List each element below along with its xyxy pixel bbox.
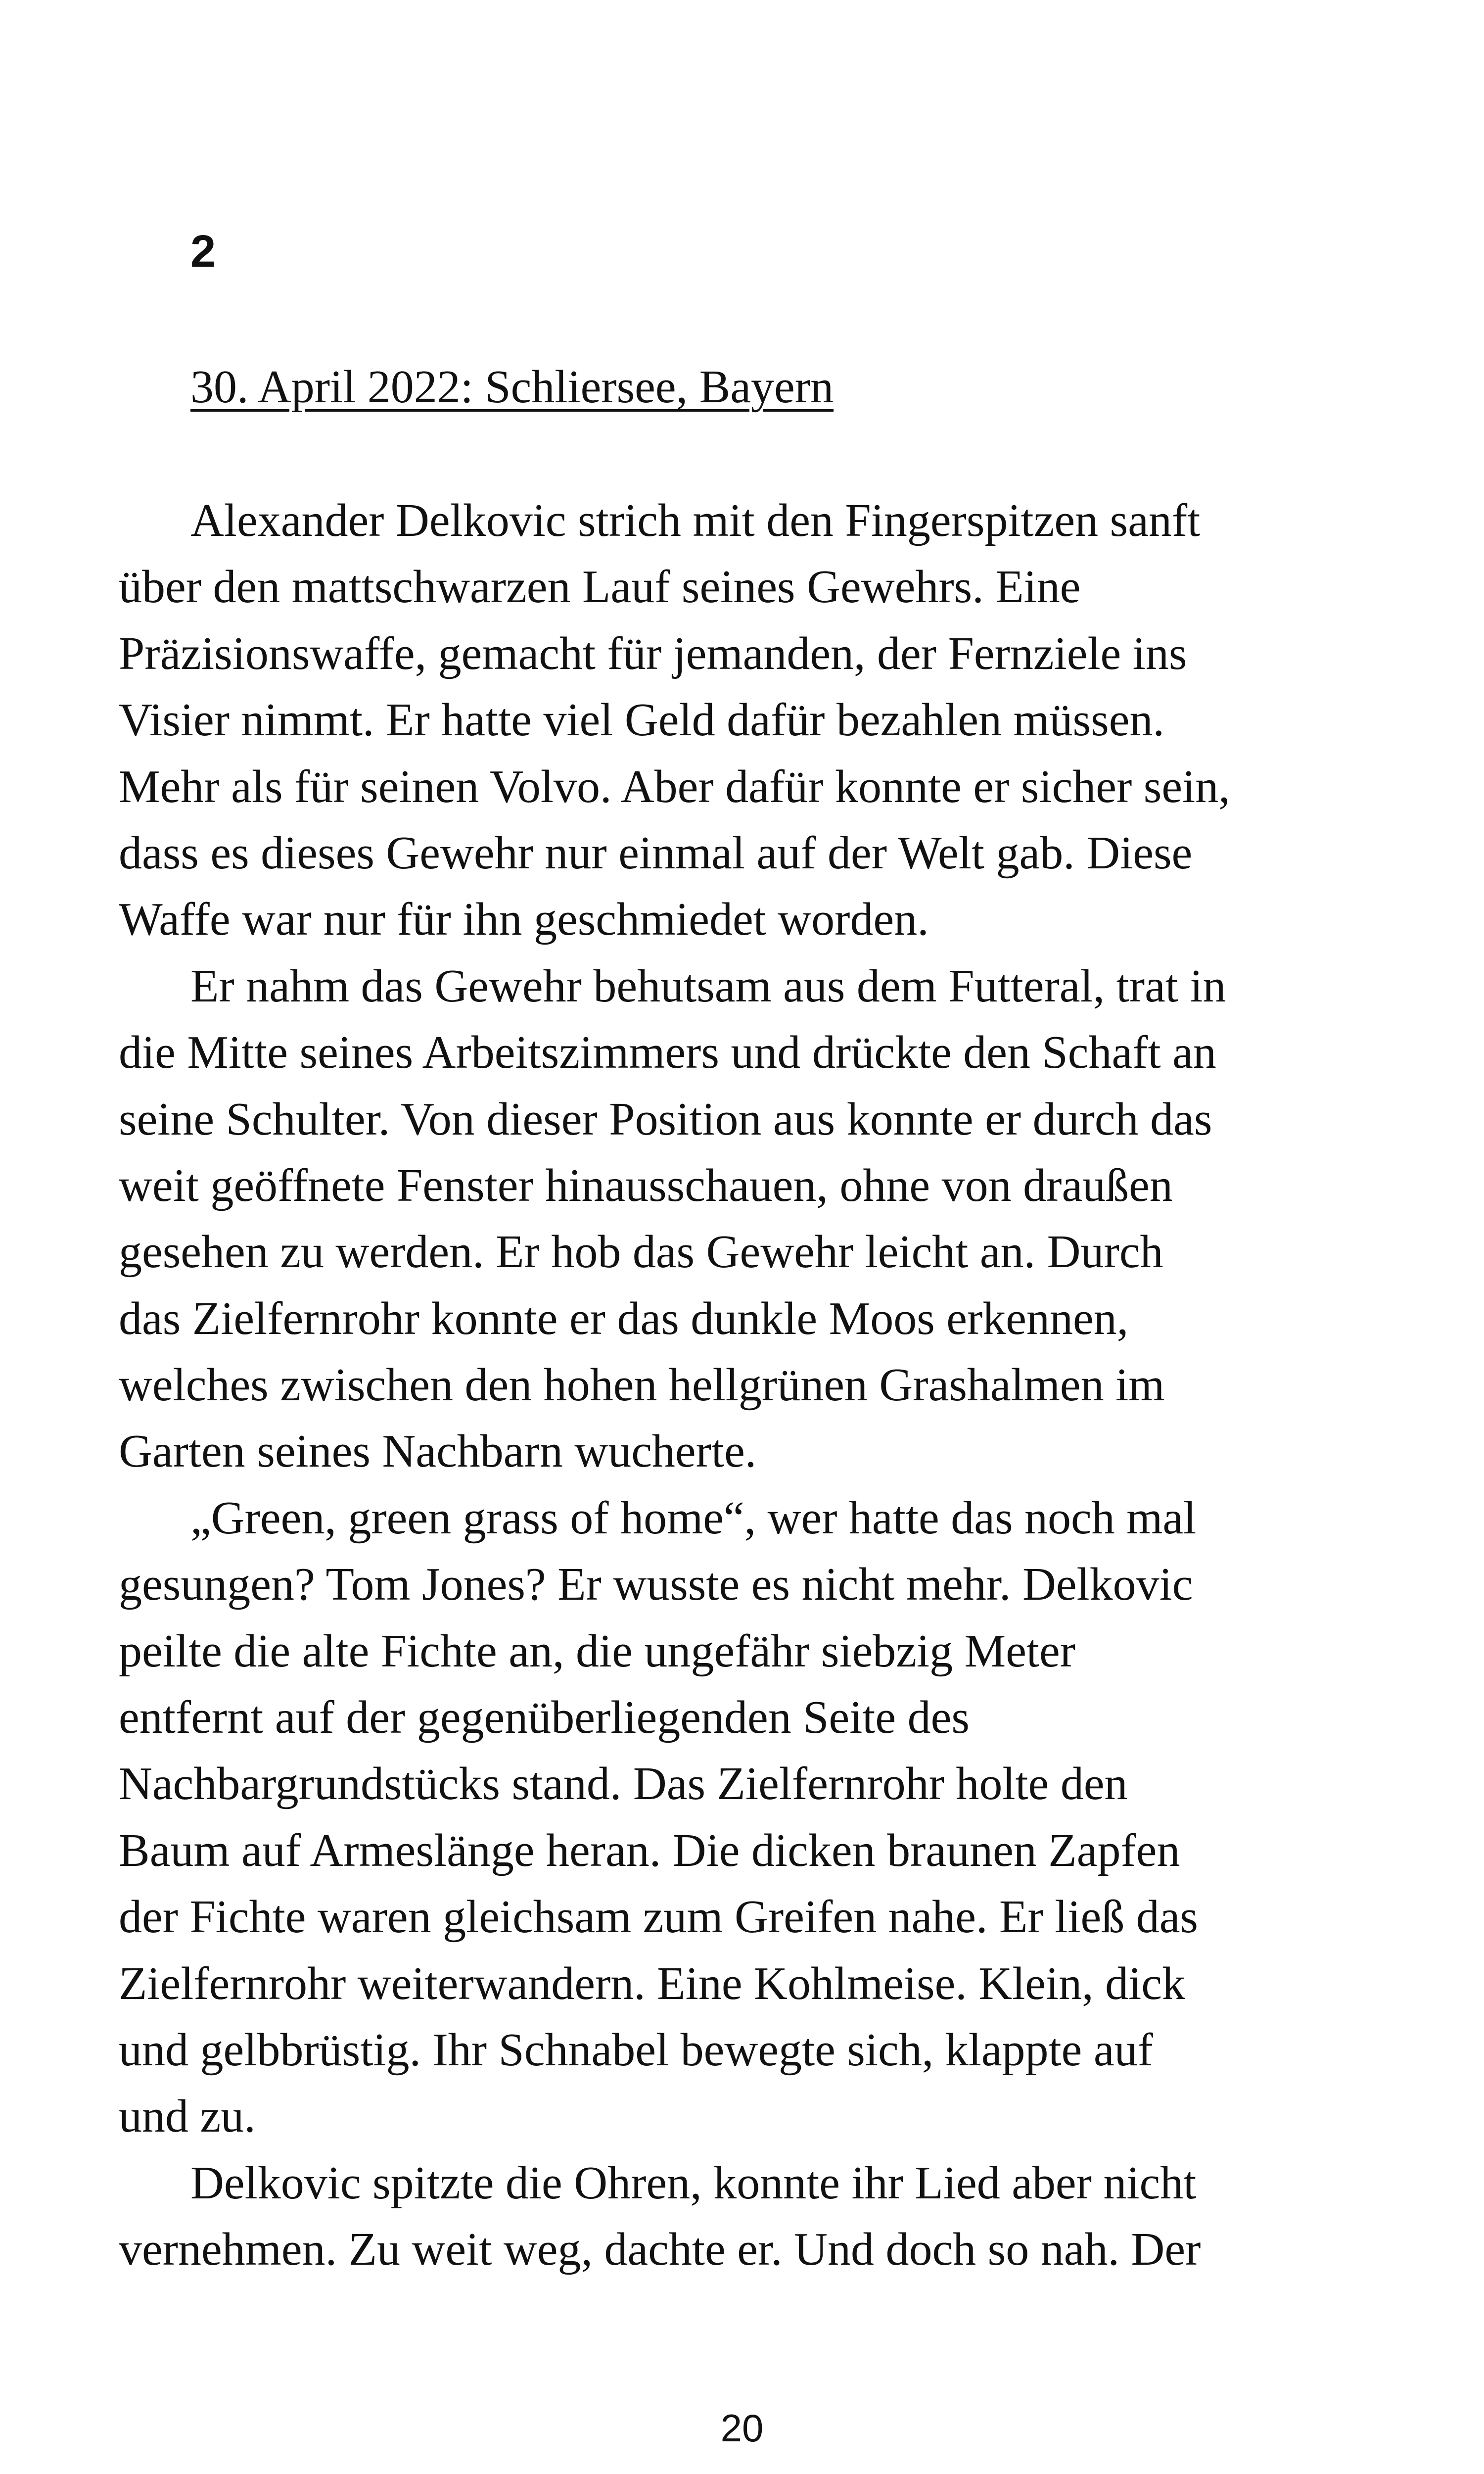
paragraph-1-line-6: dass es dieses Gewehr nur einmal auf der Welt gab. Diese	[119, 827, 1193, 879]
chapter-number: 2	[190, 226, 216, 277]
paragraph-2-line-4: weit geöffnete Fenster hinausschauen, ohne von draußen	[119, 1159, 1173, 1211]
paragraph-1-line-3: Präzisionswaffe, gemacht für jemanden, der Fernziele ins	[119, 627, 1187, 679]
paragraph-3-line-6: Baum auf Armeslänge heran. Die dicken braunen Zapfen	[119, 1824, 1180, 1876]
paragraph-3-line-3: peilte die alte Fichte an, die ungefähr siebzig Meter	[119, 1625, 1076, 1677]
paragraph-3-line-4: entfernt auf der gegenüberliegenden Seite des	[119, 1692, 970, 1744]
paragraph-1-line-2: über den mattschwarzen Lauf seines Gewehrs. Eine	[119, 561, 1081, 613]
paragraph-3-line-10: und zu.	[119, 2091, 256, 2142]
paragraph-2-line-3: seine Schulter. Von dieser Position aus konnte er durch das	[119, 1093, 1212, 1145]
paragraph-3-line-1: „Green, green grass of home“, wer hatte das noch mal	[190, 1492, 1197, 1544]
section-heading: 30. April 2022: Schliersee, Bayern	[190, 361, 834, 413]
paragraph-4-line-1: Delkovic spitzte die Ohren, konnte ihr Lied aber nicht	[190, 2157, 1197, 2209]
paragraph-3-line-5: Nachbargrundstücks stand. Das Zielfernrohr holte den	[119, 1758, 1128, 1810]
paragraph-1-line-1: Alexander Delkovic strich mit den Fingerspitzen sanft	[190, 495, 1201, 546]
paragraph-3-line-2: gesungen? Tom Jones? Er wusste es nicht mehr. Delkovic	[119, 1559, 1193, 1611]
paragraph-3-line-7: der Fichte waren gleichsam zum Greifen nahe. Er ließ das	[119, 1891, 1199, 1943]
page-number: 20	[720, 2406, 764, 2450]
paragraph-2-line-6: das Zielfernrohr konnte er das dunkle Moos erkennen,	[119, 1292, 1129, 1344]
paragraph-2-line-2: die Mitte seines Arbeitszimmers und drückte den Schaft an	[119, 1027, 1216, 1079]
paragraph-2-line-7: welches zwischen den hohen hellgrünen Grashalmen im	[119, 1359, 1165, 1411]
paragraph-1-line-7: Waffe war nur für ihn geschmiedet worden.	[119, 894, 929, 946]
paragraph-3-line-9: und gelbbrüstig. Ihr Schnabel bewegte sich, klappte auf	[119, 2024, 1153, 2076]
paragraph-1-line-5: Mehr als für seinen Volvo. Aber dafür konnte er sicher sein,	[119, 761, 1230, 812]
paragraph-1-line-4: Visier nimmt. Er hatte viel Geld dafür bezahlen müssen.	[119, 694, 1164, 746]
paragraph-4-line-2: vernehmen. Zu weit weg, dachte er. Und doch so nah. Der	[119, 2224, 1201, 2276]
paragraph-2-line-1: Er nahm das Gewehr behutsam aus dem Futteral, trat in	[190, 960, 1226, 1012]
body-text	[119, 487, 1365, 2283]
paragraph-2-line-5: gesehen zu werden. Er hob das Gewehr leicht an. Durch	[119, 1226, 1163, 1278]
paragraph-3-line-8: Zielfernrohr weiterwandern. Eine Kohlmeise. Klein, dick	[119, 1957, 1185, 2009]
paragraph-2-line-8: Garten seines Nachbarn wucherte.	[119, 1426, 757, 1477]
